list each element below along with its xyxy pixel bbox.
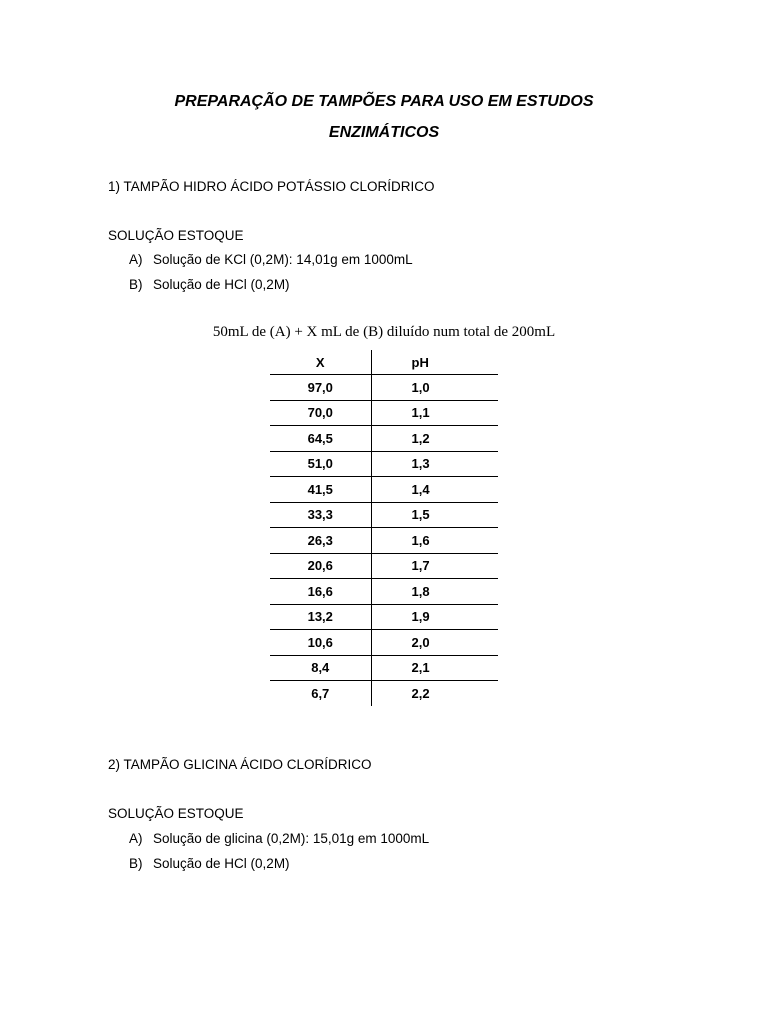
cell-ph: 2,1 <box>371 655 498 681</box>
section2-stock-label: SOLUÇÃO ESTOQUE <box>108 806 244 821</box>
cell-ph: 2,2 <box>411 685 430 701</box>
table-row <box>270 655 498 681</box>
section2-item-b <box>129 856 290 871</box>
cell-ph: 1,4 <box>371 477 498 503</box>
table-caption: 50mL de (A) + X mL de (B) diluído num total de 200mL <box>212 324 556 340</box>
cell-ph: 1,0 <box>371 375 498 401</box>
cell-ph: 1,7 <box>371 553 498 579</box>
item-text: Solução de glicina (0,2M): 15,01g em 1000mL <box>153 831 430 846</box>
cell-ph: 1,6 <box>371 528 498 554</box>
item-letter: A) <box>129 252 143 267</box>
item-text: Solução de KCl (0,2M): 14,01g em 1000mL <box>153 252 413 267</box>
table-row <box>270 553 498 579</box>
section1-item-b <box>129 277 290 292</box>
cell-x: 6,7 <box>270 681 371 706</box>
table-row <box>270 528 498 554</box>
section1-heading: 1) TAMPÃO HIDRO ÁCIDO POTÁSSIO CLORÍDRICO <box>108 179 435 194</box>
cell-x: 51,0 <box>270 451 371 477</box>
item-letter: A) <box>129 831 143 846</box>
cell-ph: 2,0 <box>371 630 498 656</box>
section2-item-a <box>129 831 429 846</box>
cell-x: 13,2 <box>270 604 371 630</box>
buffer-table <box>270 350 498 706</box>
table-row <box>270 502 498 528</box>
table-header-row <box>270 350 498 375</box>
table-row <box>270 426 498 452</box>
cell-x: 10,6 <box>270 630 371 656</box>
section1-stock-label: SOLUÇÃO ESTOQUE <box>108 228 244 243</box>
cell-x: 16,6 <box>270 579 371 605</box>
cell-x: 41,5 <box>270 477 371 503</box>
section2-heading: 2) TAMPÃO GLICINA ÁCIDO CLORÍDRICO <box>108 757 372 772</box>
cell-ph: 1,9 <box>371 604 498 630</box>
cell-ph: 1,3 <box>371 451 498 477</box>
section1-item-a <box>129 252 413 267</box>
table-row <box>270 681 498 706</box>
cell-ph: 1,2 <box>371 426 498 452</box>
cell-x: 26,3 <box>270 528 371 554</box>
cell-x: 33,3 <box>270 502 371 528</box>
item-letter: B) <box>129 856 143 871</box>
cell-ph: 1,8 <box>371 579 498 605</box>
cell-x: 8,4 <box>270 655 371 681</box>
table-row <box>270 375 498 401</box>
item-text: Solução de HCl (0,2M) <box>153 277 290 292</box>
document-title-line1: PREPARAÇÃO DE TAMPÕES PARA USO EM ESTUDOS <box>174 93 594 110</box>
table-row <box>270 604 498 630</box>
table-row <box>270 630 498 656</box>
cell-x: 97,0 <box>270 375 371 401</box>
table-row <box>270 400 498 426</box>
cell-x: 20,6 <box>270 553 371 579</box>
table-row <box>270 579 498 605</box>
cell-x: 64,5 <box>270 426 371 452</box>
document-title-line2: ENZIMÁTICOS <box>328 124 440 141</box>
cell-ph: 1,5 <box>371 502 498 528</box>
table-row <box>270 477 498 503</box>
item-text: Solução de HCl (0,2M) <box>153 856 290 871</box>
item-letter: B) <box>129 277 143 292</box>
cell-ph: 1,1 <box>371 400 498 426</box>
cell-x: 70,0 <box>270 400 371 426</box>
table-row <box>270 451 498 477</box>
column-header-x: X <box>270 350 371 375</box>
column-header-ph: pH <box>371 350 498 375</box>
